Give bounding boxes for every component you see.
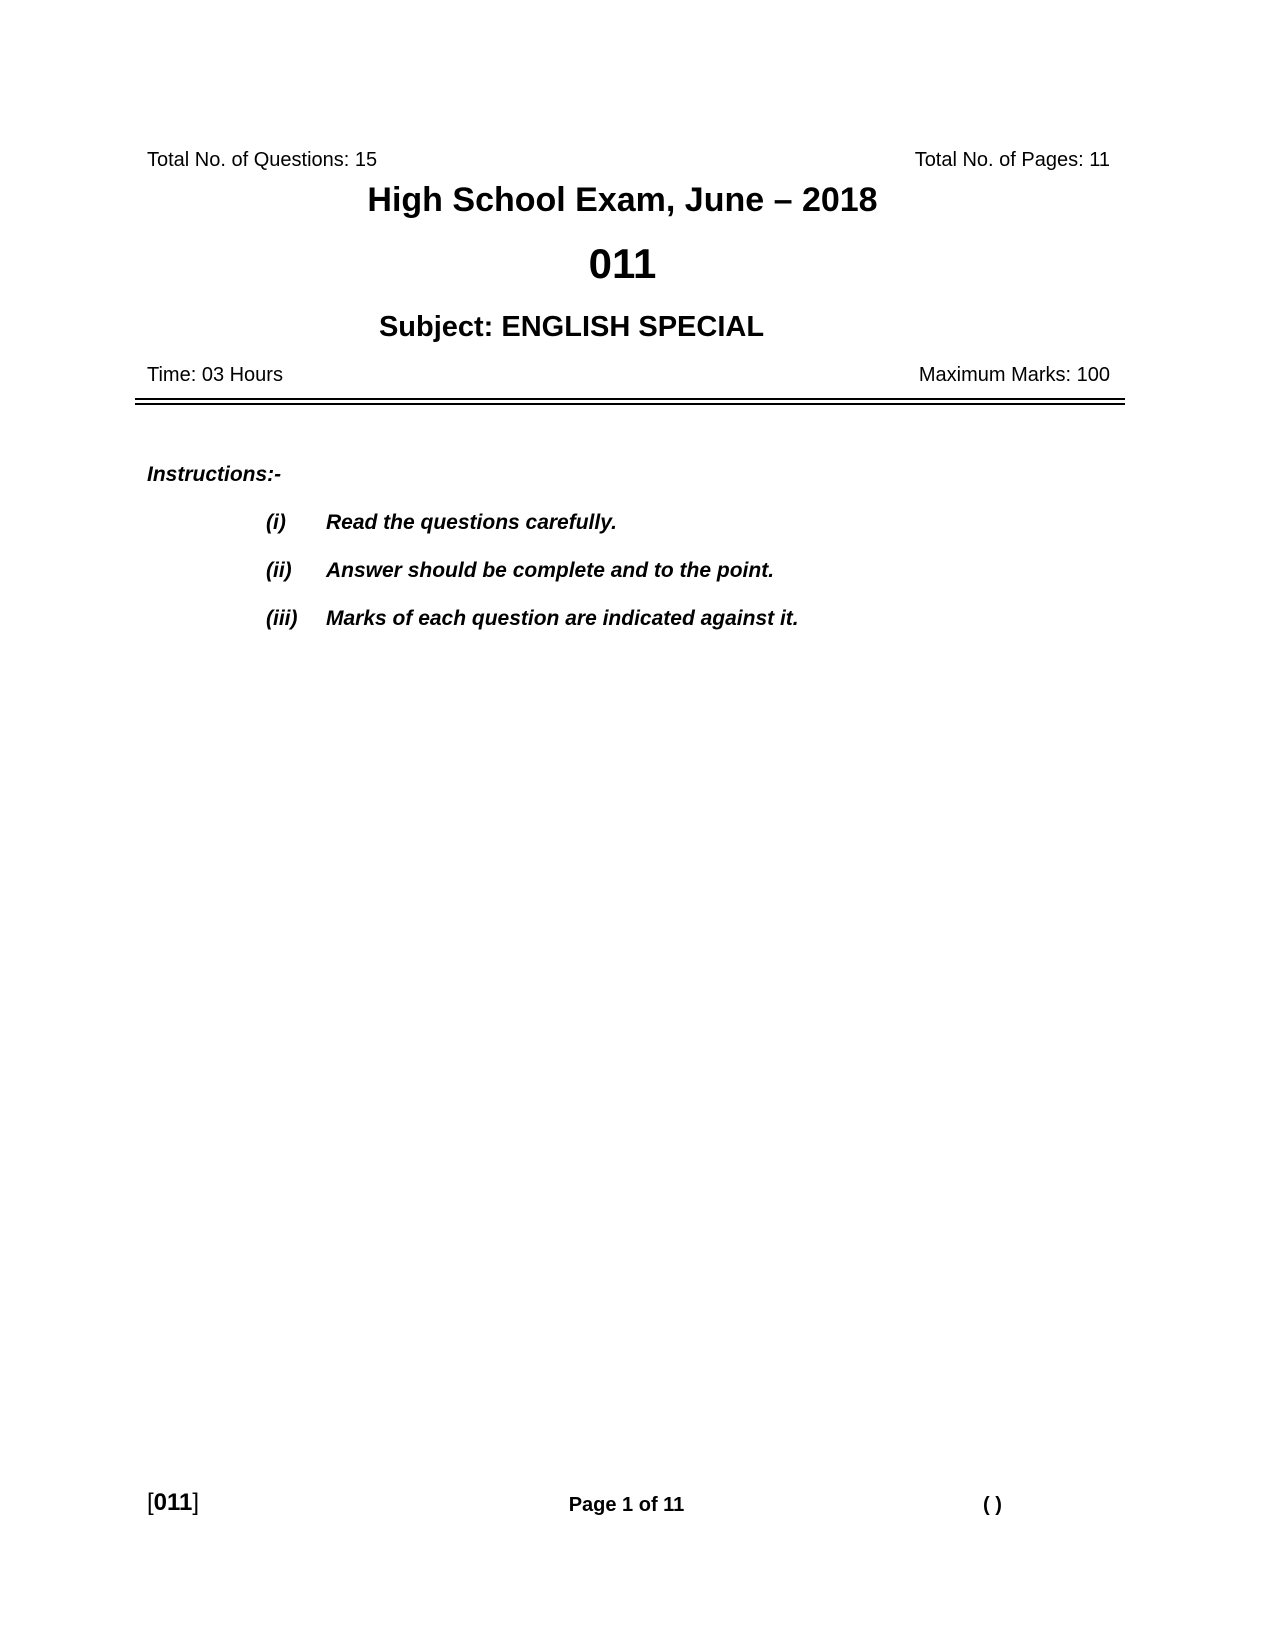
maximum-marks: Maximum Marks: 100: [918, 364, 1110, 386]
total-questions: Total No. of Questions: 15: [147, 149, 378, 171]
exam-duration: Time: 03 Hours: [147, 364, 283, 386]
instruction-number: (iii): [266, 607, 298, 630]
header-divider-bottom: [135, 403, 1125, 405]
instructions-heading: Instructions:-: [147, 463, 282, 486]
instruction-number: (i): [266, 511, 286, 534]
exam-title: High School Exam, June – 2018: [367, 181, 878, 219]
subject-title: Subject: ENGLISH SPECIAL: [378, 311, 765, 343]
instruction-text: Read the questions carefully.: [326, 511, 617, 534]
total-pages: Total No. of Pages: 11: [914, 149, 1110, 171]
instruction-text: Answer should be complete and to the point.: [326, 559, 775, 582]
footer-parens: ( ): [983, 1494, 1002, 1516]
header-divider-top: [135, 398, 1125, 400]
page-number: Page 1 of 11: [568, 1494, 685, 1516]
instruction-text: Marks of each question are indicated against it.: [326, 607, 799, 630]
footer-code-value: 011: [153, 1489, 193, 1516]
footer-bracket-close: ]: [192, 1489, 200, 1516]
footer-bracket-open: [: [147, 1489, 154, 1516]
paper-code: 011: [588, 240, 657, 287]
instruction-number: (ii): [266, 559, 292, 582]
